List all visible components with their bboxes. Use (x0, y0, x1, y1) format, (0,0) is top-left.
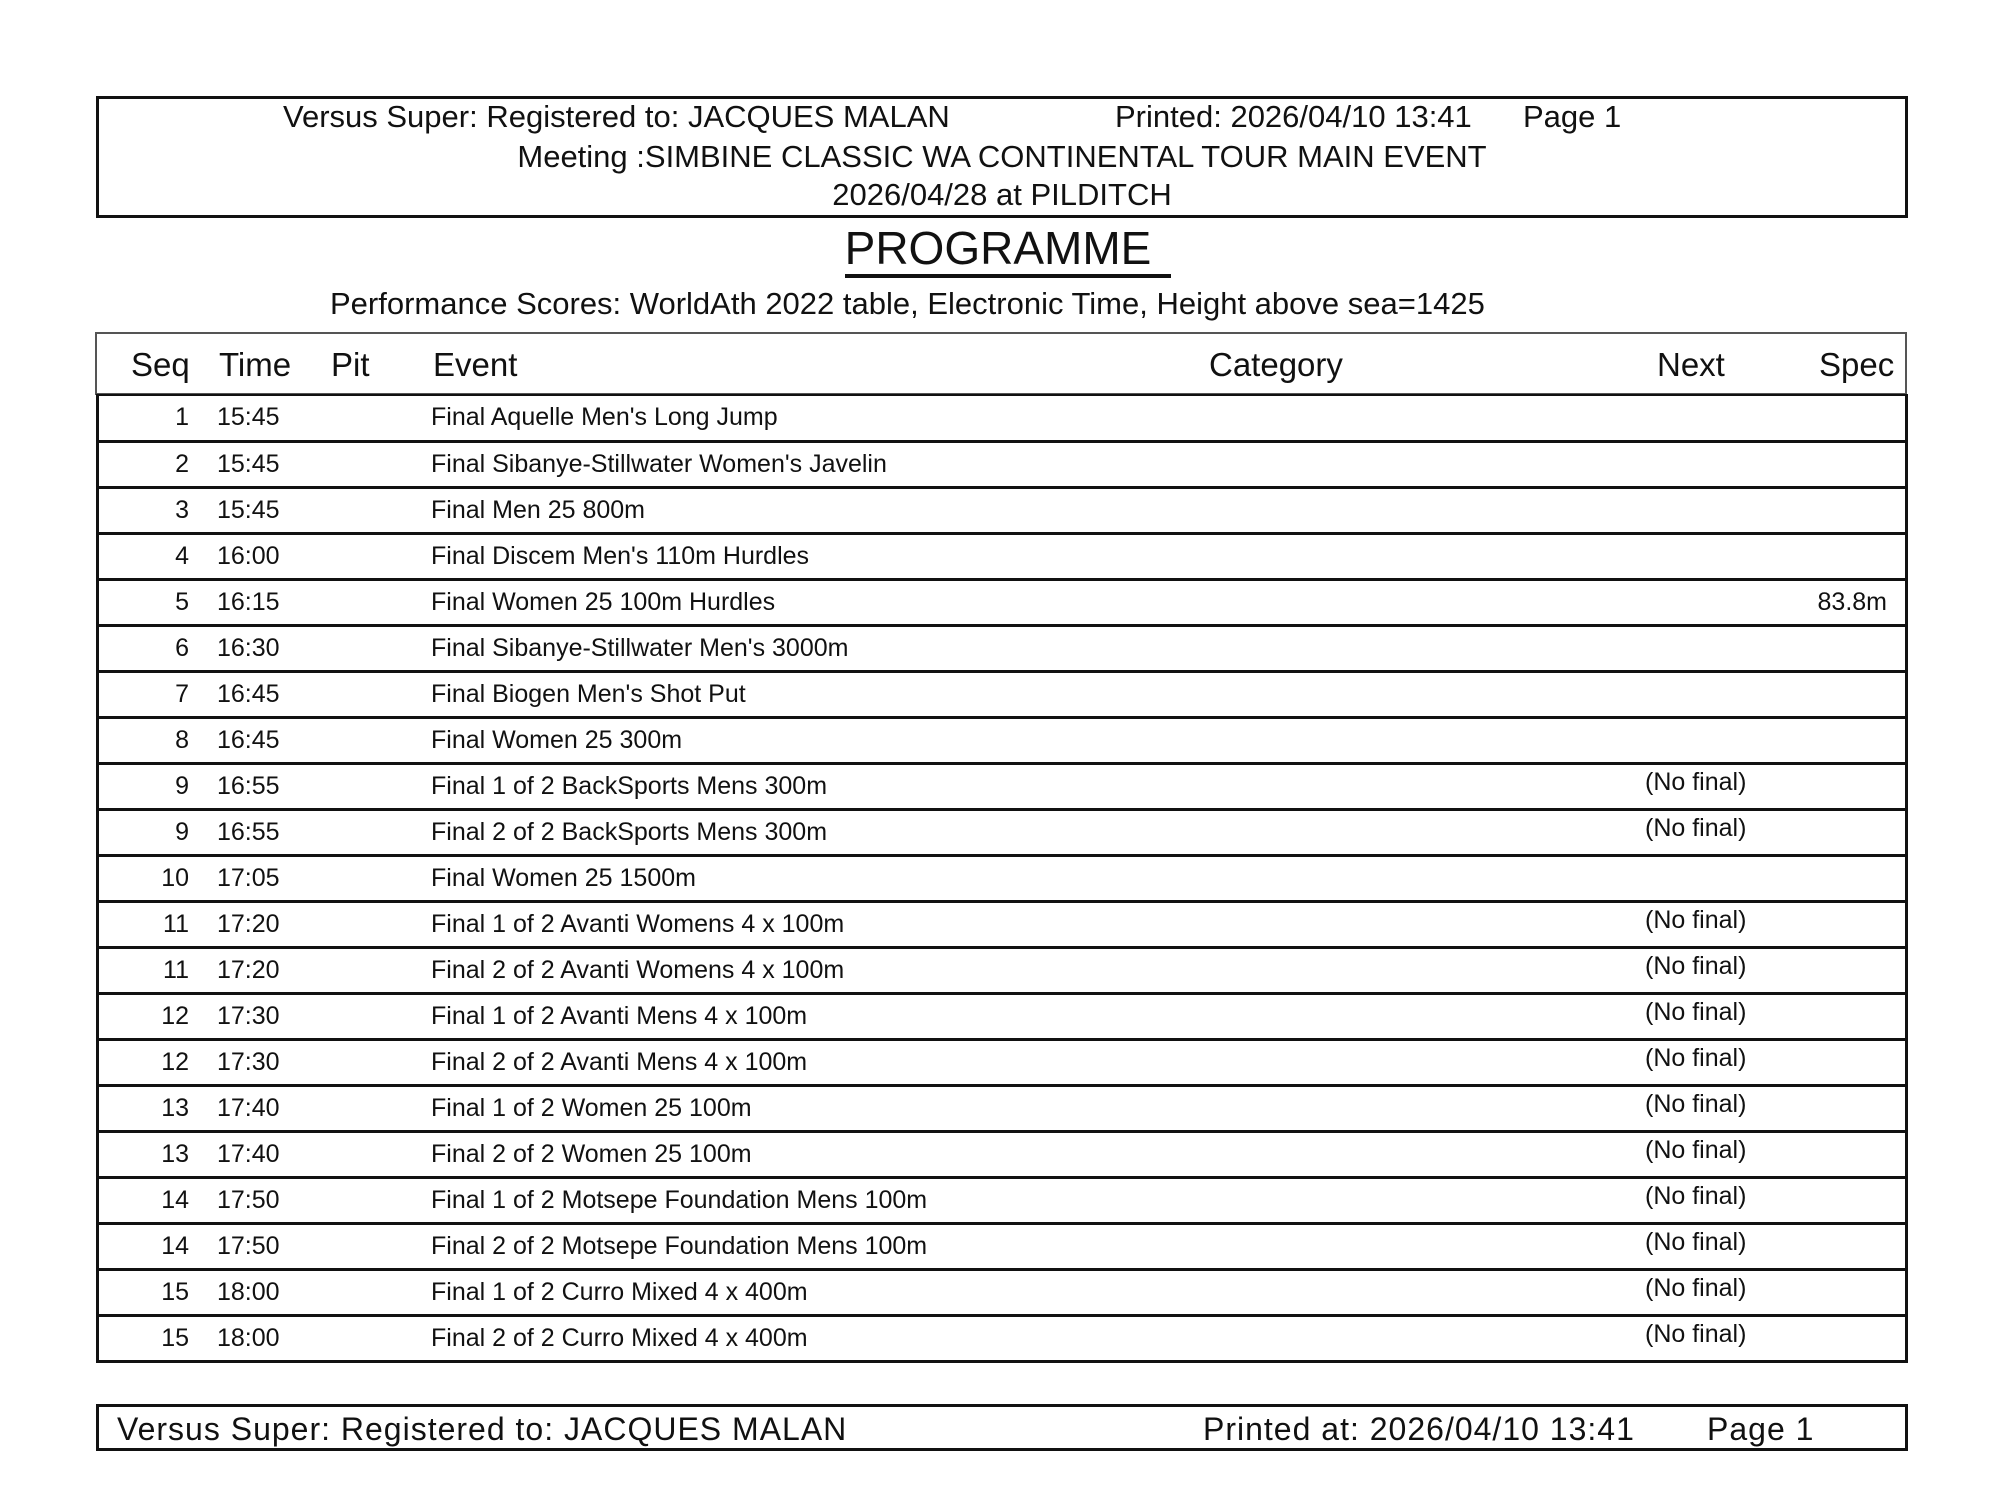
column-header-pit: Pit (331, 346, 370, 383)
cell-event: Final Discem Men's 110m Hurdles (431, 542, 810, 570)
column-header-seq: Seq (131, 346, 190, 383)
cell-event: Final 2 of 2 Avanti Womens 4 x 100m (431, 956, 845, 984)
table-row (99, 578, 1905, 624)
cell-seq: 12 (161, 1002, 189, 1030)
footer-registered: Versus Super: Registered to: JACQUES MALAN (117, 1411, 848, 1447)
cell-time: 16:15 (217, 588, 280, 616)
cell-seq: 6 (175, 634, 189, 662)
cell-event: Final 1 of 2 Motsepe Foundation Mens 100m (431, 1186, 928, 1214)
cell-next: (No final) (1645, 952, 1747, 980)
cell-seq: 2 (175, 450, 189, 478)
cell-next: (No final) (1645, 1136, 1747, 1164)
cell-next: (No final) (1645, 1228, 1747, 1256)
table-row (99, 440, 1905, 486)
cell-event: Final Biogen Men's Shot Put (431, 680, 746, 708)
header-registered: Versus Super: Registered to: JACQUES MALAN (283, 99, 950, 134)
cell-seq: 10 (161, 864, 189, 892)
cell-event: Final 2 of 2 Women 25 100m (431, 1140, 752, 1168)
cell-time: 16:45 (217, 726, 280, 754)
table-row (99, 716, 1905, 762)
cell-event: Final 1 of 2 Women 25 100m (431, 1094, 752, 1122)
cell-next: (No final) (1645, 1090, 1747, 1118)
column-headers (95, 332, 1907, 395)
cell-time: 18:00 (217, 1324, 280, 1352)
cell-seq: 5 (175, 588, 189, 616)
table-row (99, 992, 1905, 1038)
cell-spec: 83.8m (1817, 588, 1887, 616)
cell-time: 15:45 (217, 403, 280, 431)
table-row (99, 946, 1905, 992)
table-row (99, 394, 1905, 440)
report-header (96, 96, 1908, 218)
cell-time: 17:05 (217, 864, 280, 892)
cell-event: Final Women 25 300m (431, 726, 683, 754)
cell-next: (No final) (1645, 998, 1747, 1026)
cell-event: Final 2 of 2 Curro Mixed 4 x 400m (431, 1324, 808, 1352)
footer-printed: Printed at: 2026/04/10 13:41 (1203, 1411, 1635, 1447)
table-row (99, 1130, 1905, 1176)
cell-seq: 4 (175, 542, 189, 570)
cell-next: (No final) (1645, 1320, 1747, 1348)
cell-seq: 7 (175, 680, 189, 708)
cell-event: Final 2 of 2 BackSports Mens 300m (431, 818, 828, 846)
cell-seq: 9 (175, 818, 189, 846)
cell-event: Final 1 of 2 Avanti Mens 4 x 100m (431, 1002, 808, 1030)
table-row (99, 532, 1905, 578)
column-header-category: Category (1209, 346, 1343, 383)
cell-time: 16:55 (217, 818, 280, 846)
cell-time: 17:50 (217, 1232, 280, 1260)
cell-seq: 12 (161, 1048, 189, 1076)
cell-seq: 1 (175, 403, 189, 431)
cell-event: Final 2 of 2 Motsepe Foundation Mens 100m (431, 1232, 928, 1260)
report-footer (96, 1404, 1908, 1451)
cell-seq: 8 (175, 726, 189, 754)
cell-event: Final Aquelle Men's Long Jump (431, 403, 778, 431)
column-header-event: Event (433, 346, 518, 383)
cell-time: 17:20 (217, 910, 280, 938)
cell-seq: 11 (163, 956, 189, 984)
cell-time: 17:30 (217, 1048, 280, 1076)
table-row (99, 1176, 1905, 1222)
cell-event: Final 1 of 2 Avanti Womens 4 x 100m (431, 910, 845, 938)
cell-time: 15:45 (217, 450, 280, 478)
footer-page: Page 1 (1707, 1411, 1815, 1447)
cell-time: 17:40 (217, 1140, 280, 1168)
cell-event: Final Men 25 800m (431, 496, 646, 524)
cell-seq: 11 (163, 910, 189, 938)
table-row (99, 900, 1905, 946)
cell-next: (No final) (1645, 1182, 1747, 1210)
cell-time: 17:50 (217, 1186, 280, 1214)
cell-event: Final Sibanye-Stillwater Women's Javelin (431, 450, 887, 478)
cell-time: 16:45 (217, 680, 280, 708)
cell-time: 16:00 (217, 542, 280, 570)
cell-time: 17:30 (217, 1002, 280, 1030)
table-row (99, 808, 1905, 854)
cell-seq: 15 (161, 1278, 189, 1306)
cell-seq: 13 (161, 1140, 189, 1168)
column-header-next: Next (1657, 346, 1725, 383)
page-title-wrapper (0, 222, 2000, 278)
column-header-spec: Spec (1819, 346, 1895, 383)
table-row (99, 1268, 1905, 1314)
table-row (99, 624, 1905, 670)
cell-seq: 14 (161, 1232, 189, 1260)
performance-scores-note: Performance Scores: WorldAth 2022 table, Electronic Time, Height above sea=1425 (330, 286, 1485, 321)
table-row (99, 1084, 1905, 1130)
cell-time: 15:45 (217, 496, 280, 524)
cell-event: Final Women 25 100m Hurdles (431, 588, 776, 616)
cell-seq: 13 (161, 1094, 189, 1122)
header-date-venue: 2026/04/28 at PILDITCH (832, 177, 1172, 212)
programme-table (96, 394, 1908, 1363)
cell-next: (No final) (1645, 768, 1747, 796)
cell-time: 16:30 (217, 634, 280, 662)
cell-next: (No final) (1645, 1274, 1747, 1302)
table-row (99, 854, 1905, 900)
cell-seq: 9 (175, 772, 189, 800)
header-page: Page 1 (1523, 99, 1622, 134)
cell-seq: 3 (175, 496, 189, 524)
table-row (99, 486, 1905, 532)
cell-seq: 14 (161, 1186, 189, 1214)
column-header-time: Time (219, 346, 292, 383)
cell-seq: 15 (161, 1324, 189, 1352)
cell-time: 16:55 (217, 772, 280, 800)
cell-next: (No final) (1645, 1044, 1747, 1072)
cell-next: (No final) (1645, 814, 1747, 842)
cell-event: Final 2 of 2 Avanti Mens 4 x 100m (431, 1048, 808, 1076)
table-row (99, 1038, 1905, 1084)
cell-event: Final 1 of 2 Curro Mixed 4 x 400m (431, 1278, 808, 1306)
cell-event: Final Women 25 1500m (431, 864, 696, 892)
table-row (99, 1314, 1905, 1360)
cell-event: Final Sibanye-Stillwater Men's 3000m (431, 634, 849, 662)
table-row (99, 1222, 1905, 1268)
cell-event: Final 1 of 2 BackSports Mens 300m (431, 772, 828, 800)
header-printed: Printed: 2026/04/10 13:41 (1115, 99, 1472, 134)
table-row (99, 762, 1905, 808)
cell-time: 18:00 (217, 1278, 280, 1306)
header-meeting: Meeting :SIMBINE CLASSIC WA CONTINENTAL TOUR MAIN EVENT (517, 139, 1487, 174)
cell-time: 17:40 (217, 1094, 280, 1122)
cell-next: (No final) (1645, 906, 1747, 934)
table-row (99, 670, 1905, 716)
cell-time: 17:20 (217, 956, 280, 984)
page-title: PROGRAMME (845, 222, 1172, 278)
